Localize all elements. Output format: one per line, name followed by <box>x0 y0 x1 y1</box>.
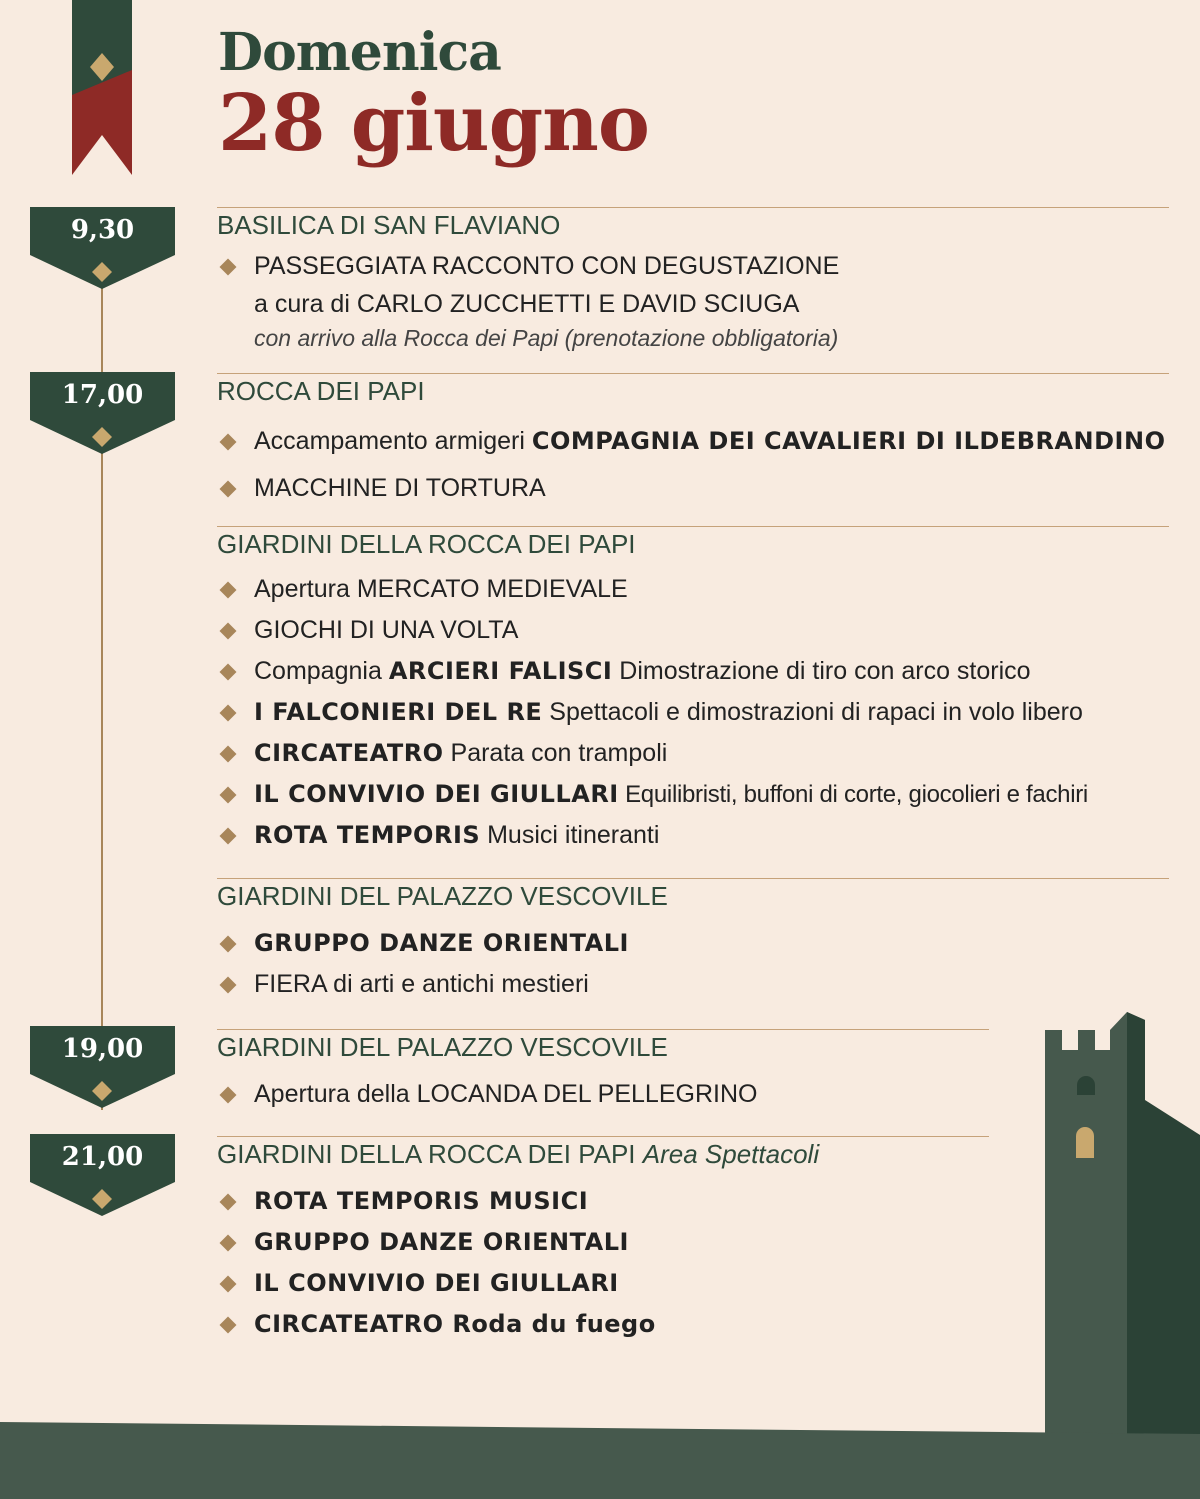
list-item <box>217 651 1169 692</box>
venue-title: GIARDINI DEL PALAZZO VESCOVILE <box>217 1032 668 1062</box>
list-item <box>217 569 1169 610</box>
item-text: Apertura MERCATO MEDIEVALE <box>254 575 628 603</box>
diamond-bullet-icon <box>220 1087 237 1104</box>
venue-title: BASILICA DI SAN FLAVIANO <box>217 210 561 240</box>
venue-note: Area Spettacoli <box>642 1139 820 1169</box>
list-item <box>217 815 1169 856</box>
list-item <box>217 923 1169 964</box>
diamond-bullet-icon <box>220 1235 237 1252</box>
diamond-bullet-icon <box>220 623 237 640</box>
diamond-bullet-icon <box>220 259 237 276</box>
item-text: FIERA di arti e antichi mestieri <box>254 970 589 998</box>
venue-title: ROCCA DEI PAPI <box>217 376 425 406</box>
list-item <box>217 1181 989 1222</box>
venue-name: GIARDINI DELLA ROCCA DEI PAPI <box>217 1139 636 1169</box>
page-title-date: 28 giugno <box>218 78 649 169</box>
diamond-bullet-icon <box>220 481 237 498</box>
time-badge <box>30 207 175 291</box>
schedule-section <box>217 878 1169 1005</box>
divider <box>217 1029 989 1030</box>
item-bold: GRUPPO DANZE ORIENTALI <box>254 929 629 957</box>
item-note: con arrivo alla Rocca dei Papi (prenotazione obbligatoria) <box>254 325 839 351</box>
divider <box>217 1136 989 1137</box>
item-bold: IL CONVIVIO DEI GIULLARI <box>254 1269 619 1297</box>
diamond-bullet-icon <box>220 664 237 681</box>
item-pre: Compagnia <box>254 657 389 685</box>
item-post: Parata con trampoli <box>443 739 668 767</box>
venue-title <box>217 1139 989 1169</box>
diamond-bullet-icon <box>220 787 237 804</box>
item-text: Apertura della LOCANDA DEL PELLEGRINO <box>254 1080 758 1108</box>
item-text: PASSEGGIATA RACCONTO CON DEGUSTAZIONE <box>254 252 840 280</box>
item-post: Spettacoli e dimostrazioni di rapaci in volo libero <box>542 698 1083 726</box>
item-bold: GRUPPO DANZE ORIENTALI <box>254 1228 629 1256</box>
list-item <box>217 1263 989 1304</box>
list-item <box>217 964 1169 1005</box>
list-item <box>217 1222 989 1263</box>
list-item <box>217 610 1169 651</box>
item-text: GIOCHI DI UNA VOLTA <box>254 616 519 644</box>
schedule-section <box>217 526 1169 856</box>
page-title-day: Domenica <box>218 22 501 83</box>
time-label: 9,30 <box>70 215 135 245</box>
time-badge <box>30 1134 175 1218</box>
time-label: 17,00 <box>61 380 144 410</box>
diamond-bullet-icon <box>220 977 237 994</box>
time-badge <box>30 372 175 456</box>
schedule-section <box>217 373 1169 512</box>
item-subtext: a cura di CARLO ZUCCHETTI E DAVID SCIUGA <box>254 290 800 318</box>
time-label: 21,00 <box>61 1142 144 1172</box>
diamond-bullet-icon <box>220 1317 237 1334</box>
list-item <box>217 692 1169 733</box>
list-item <box>217 733 1169 774</box>
item-post: Equilibristi, buffoni di corte, giocolieri e fachiri <box>618 781 1088 808</box>
list-item <box>217 774 1169 815</box>
diamond-bullet-icon <box>220 582 237 599</box>
diamond-bullet-icon <box>220 1194 237 1211</box>
list-item <box>217 246 1169 287</box>
venue-title: GIARDINI DELLA ROCCA DEI PAPI <box>217 529 636 559</box>
diamond-bullet-icon <box>220 705 237 722</box>
item-bold: ROTA TEMPORIS MUSICI <box>254 1187 589 1215</box>
item-post: Musici itineranti <box>480 821 660 849</box>
item-bold: IL CONVIVIO DEI GIULLARI <box>254 780 619 808</box>
list-item <box>217 465 1169 512</box>
divider <box>217 878 1169 879</box>
item-bold: I FALCONIERI DEL RE <box>254 698 543 726</box>
item-bold: ROTA TEMPORIS <box>254 821 481 849</box>
divider <box>217 207 1169 208</box>
schedule-section <box>217 207 1169 355</box>
diamond-bullet-icon <box>220 936 237 953</box>
item-text: MACCHINE DI TORTURA <box>254 474 546 502</box>
diamond-bullet-icon <box>220 746 237 763</box>
item-pre: Accampamento armigeri <box>254 427 532 455</box>
diamond-bullet-icon <box>220 828 237 845</box>
time-label: 19,00 <box>61 1034 144 1064</box>
diamond-bullet-icon <box>220 1276 237 1293</box>
item-bold: CIRCATEATRO Roda du fuego <box>254 1310 656 1338</box>
schedule-section <box>217 1136 989 1345</box>
divider <box>217 373 1169 374</box>
divider <box>217 526 1169 527</box>
ribbon-banner <box>72 0 132 175</box>
item-bold: COMPAGNIA DEI CAVALIERI DI ILDEBRANDINO <box>531 427 1166 455</box>
diamond-bullet-icon <box>220 434 237 451</box>
item-post: Dimostrazione di tiro con arco storico <box>612 657 1031 685</box>
schedule-section <box>217 1029 989 1115</box>
list-item <box>217 418 1169 465</box>
item-bold: CIRCATEATRO <box>254 739 444 767</box>
venue-title: GIARDINI DEL PALAZZO VESCOVILE <box>217 881 668 911</box>
list-item <box>217 1074 989 1115</box>
item-bold: ARCIERI FALISCI <box>388 657 613 685</box>
time-badge <box>30 1026 175 1110</box>
list-item <box>217 1304 989 1345</box>
